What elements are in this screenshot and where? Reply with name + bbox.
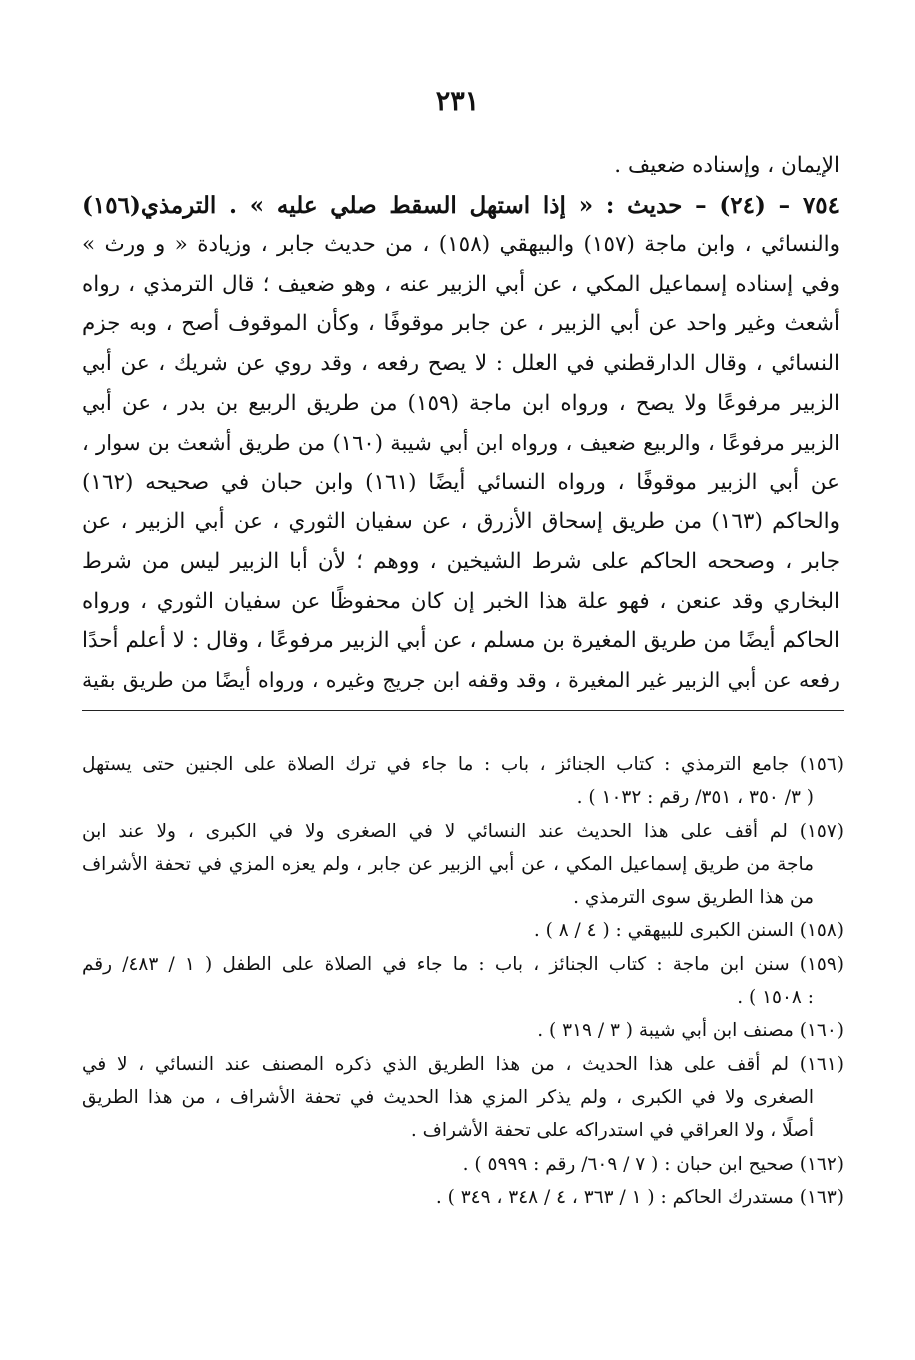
footnote-separator <box>82 710 844 711</box>
text-line: البخاري وقد عنعن ، فهو علة هذا الخبر إن كان محفوظًا عن سفيان الثوري ، ورواه <box>82 588 840 614</box>
footnote-line: : ١٥٠٨ ) . <box>737 987 814 1009</box>
footnote-163 <box>82 1181 844 1214</box>
text-line: والنسائي ، وابن ماجة (١٥٧) والبيهقي (١٥٨) ، من حديث جابر ، وزيادة « و ورث » <box>82 232 840 258</box>
main-text <box>82 146 840 700</box>
footnote-line: ( ٣/ ٣٥٠ ، ٣٥١/ رقم : ١٠٣٢ ) . <box>576 787 814 809</box>
footnote-157 <box>82 815 844 915</box>
footnote-line: (١٥٦) جامع الترمذي : كتاب الجنائز ، باب : ما جاء في ترك الصلاة على الجنين حتى يستهل <box>82 754 844 775</box>
footnote-line: (١٦٣) مستدرك الحاكم : ( ١ / ٣٦٣ ، ٤ / ٣٤٨ ، ٣٤٩ ) . <box>435 1186 844 1208</box>
text-line: وفي إسناده إسماعيل المكي ، عن أبي الزبير عنه ، وهو ضعيف ؛ قال الترمذي ، رواه <box>82 271 840 297</box>
footnote-line: (١٥٧) لم أقف على هذا الحديث عند النسائي لا في الصغرى ولا في الكبرى ، ولا عند ابن <box>82 820 844 842</box>
text-line: الزبير مرفوعًا ولا يصح ، ورواه ابن ماجة (١٥٩) من طريق الربيع بن بدر ، عن أبي <box>82 390 840 416</box>
page-number: ٢٣١ <box>435 86 480 117</box>
footnote-line: (١٦٠) مصنف ابن أبي شيبة ( ٣ / ٣١٩ ) . <box>537 1020 844 1042</box>
hadith-heading-line: ٧٥٤ – (٢٤) – حديث : « إذا استهل السقط صلي عليه » . الترمذي(١٥٦) <box>82 191 840 219</box>
footnote-160 <box>82 1014 844 1047</box>
footnote-159 <box>82 948 844 1015</box>
text-line: الإيمان ، وإسناده ضعيف . <box>614 153 840 178</box>
text-line: أشعث وغير واحد عن أبي الزبير ، عن جابر موقوفًا ، وكأن الموقوف أصح ، وبه جزم <box>82 311 840 337</box>
text-line: جابر ، وصححه الحاكم على شرط الشيخين ، ووهم ؛ لأن أبا الزبير ليس من شرط <box>82 548 840 574</box>
text-line: النسائي ، وقال الدارقطني في العلل : لا يصح رفعه ، وقد روي عن شريك ، عن أبي <box>82 350 840 376</box>
footnote-line: من هذا الطريق سوى الترمذي . <box>573 887 814 909</box>
footnote-line: (١٥٨) السنن الكبرى للبيهقي : ( ٤ / ٨ ) . <box>533 920 844 942</box>
text-line: الزبير مرفوعًا ، والربيع ضعيف ، ورواه ابن أبي شيبة (١٦٠) من طريق أشعث بن سوار ، <box>82 430 840 456</box>
text-line: والحاكم (١٦٣) من طريق إسحاق الأزرق ، عن سفيان الثوري ، عن أبي الزبير ، عن <box>82 509 840 535</box>
text-line: عن أبي الزبير موقوفًا ، ورواه النسائي أيضًا (١٦١) وابن حبان في صحيحه (١٦٢) <box>82 469 840 495</box>
footnote-161 <box>82 1048 844 1148</box>
text-line: الحاكم أيضًا من طريق المغيرة بن مسلم ، عن أبي الزبير مرفوعًا ، وقال : لا أعلم أحدًا <box>82 628 840 654</box>
text-line: رفعه عن أبي الزبير غير المغيرة ، وقد وقفه ابن جريج وغيره ، ورواه أيضًا من طريق بقية <box>82 667 840 692</box>
footnote-line: الصغرى ولا في الكبرى ، ولم يذكر المزي هذا الحديث في تحفة الأشراف ، من هذا الطريق <box>82 1086 814 1108</box>
footnote-line: ماجة من طريق إسماعيل المكي ، عن أبي الزبير عن جابر ، ولم يعزه المزي في تحفة الأشراف <box>82 853 814 875</box>
footnote-line: (١٦٢) صحيح ابن حبان : ( ٧ / ٦٠٩/ رقم : ٥٩٩٩ ) . <box>462 1153 844 1175</box>
footnote-158 <box>82 914 844 947</box>
footnote-line: (١٦١) لم أقف على هذا الحديث ، من هذا الطريق الذي ذكره المصنف عند النسائي ، لا في <box>82 1053 844 1075</box>
footnotes <box>82 748 844 1214</box>
footnote-162 <box>82 1148 844 1181</box>
footnote-156 <box>82 748 844 815</box>
footnote-line: (١٥٩) سنن ابن ماجة : كتاب الجنائز ، باب : ما جاء في الصلاة على الطفل ( ١ / ٤٨٣/ رقم <box>82 953 844 975</box>
footnote-line: أصلًا ، ولا العراقي في استدراكه على تحفة الأشراف . <box>410 1120 814 1142</box>
